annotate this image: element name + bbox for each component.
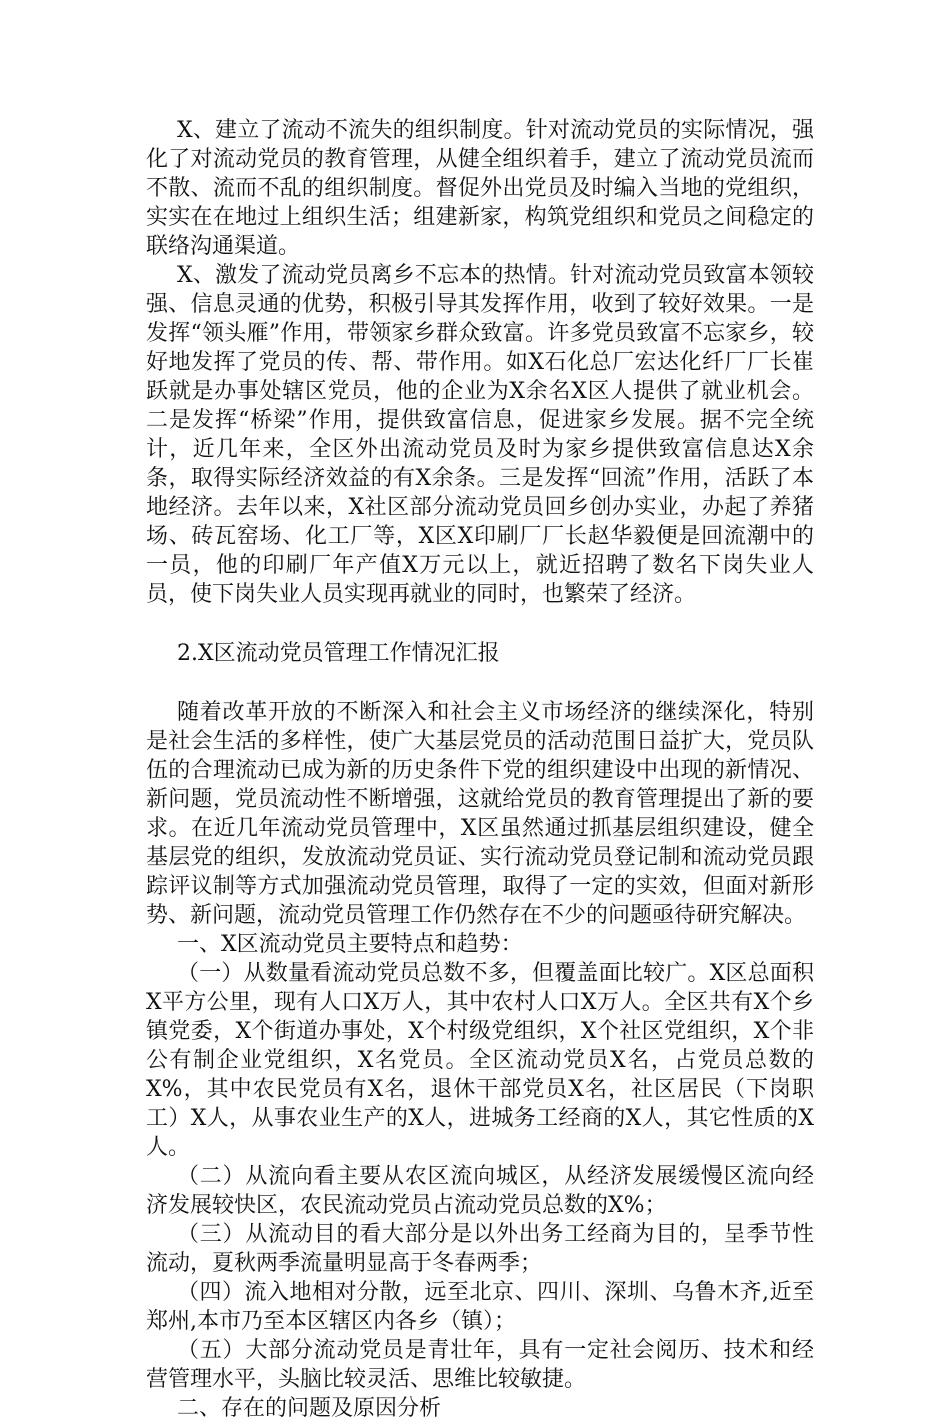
paragraph-point-2: （二）从流向看主要从农区流向城区，从经济发展缓慢区流向经济发展较快区，农民流动党员占流动党员总数的X%；	[146, 1164, 814, 1218]
paragraph-point-3: （三）从流动目的看大部分是以外出务工经商为目的，呈季节性流动，夏秋两季流量明显高于冬春两季；	[146, 1222, 814, 1276]
paragraph-introduction: 随着改革开放的不断深入和社会主义市场经济的继续深化，特别是社会生活的多样性，使广大基层党员的活动范围日益扩大，党员队伍的合理流动已成为新的历史条件下党的组织建设中出现的新情况、新问题，党员流动性不断增强，这就给党员的教育管理提出了新的要求。在近几年流动党员管理中，X区虽然通过抓基层组织建设，健全基层党的组织，发放流动党员证、实行流动党员登记制和流动党员跟踪评议制等方式加强流动党员管理，取得了一定的实效，但面对新形势、新问题，流动党员管理工作仍然存在不少的问题亟待研究解决。	[146, 700, 814, 928]
paragraph-point-5: （五）大部分流动党员是青壮年，具有一定社会阅历、技术和经营管理水平，头脑比较灵活、思维比较敏捷。	[146, 1338, 814, 1392]
paragraph-enthusiasm: X、激发了流动党员离乡不忘本的热情。针对流动党员致富本领较强、信息灵通的优势，积极引导其发挥作用，收到了较好效果。一是发挥“领头雁”作用，带领家乡群众致富。许多党员致富不忘家乡，较好地发挥了党员的传、帮、带作用。如X石化总厂宏达化纤厂厂长崔跃就是办事处辖区党员，他的企业为X余名X区人提供了就业机会。二是发挥“桥梁”作用，提供致富信息，促进家乡发展。据不完全统计，近几年来，全区外出流动党员及时为家乡提供致富信息达X余条，取得实际经济效益的有X余条。三是发挥“回流”作用，活跃了本地经济。去年以来，X社区部分流动党员回乡创办实业，办起了养猪场、砖瓦窑场、化工厂等，X区X印刷厂厂长赵华毅便是回流潮中的一员，他的印刷厂年产值X万元以上，就近招聘了数名下岗失业人员，使下岗失业人员实现再就业的同时，也繁荣了经济。	[146, 263, 814, 607]
heading-characteristics: 一、X区流动党员主要特点和趋势：	[177, 932, 523, 957]
heading-problems: 二、存在的问题及原因分析	[177, 1396, 442, 1421]
section-title: 2.X区流动党员管理工作情况汇报	[177, 641, 500, 666]
paragraph-point-4: （四）流入地相对分散，远至北京、四川、深圳、乌鲁木齐,近至郑州,本市乃至本区辖区内各乡（镇）；	[146, 1280, 814, 1334]
paragraph-point-1: （一）从数量看流动党员总数不多，但覆盖面比较广。X区总面积X平方公里，现有人口X万人，其中农村人口X万人。全区共有X个乡镇党委，X个街道办事处，X个村级党组织，X个社区党组织，X个非公有制企业党组织，X名党员。全区流动党员X名，占党员总数的X%，其中农民党员有X名，退休干部党员X名，社区居民（下岗职工）X人，从事农业生产的X人，进城务工经商的X人，其它性质的X人。	[146, 961, 814, 1160]
document-page	[146, 116, 814, 1423]
paragraph-organization-system: X、建立了流动不流失的组织制度。针对流动党员的实际情况，强化了对流动党员的教育管理，从健全组织着手，建立了流动党员流而不散、流而不乱的组织制度。督促外出党员及时编入当地的党组织，实实在在地过上组织生活；组建新家，构筑党组织和党员之间稳定的联络沟通渠道。	[146, 118, 814, 259]
